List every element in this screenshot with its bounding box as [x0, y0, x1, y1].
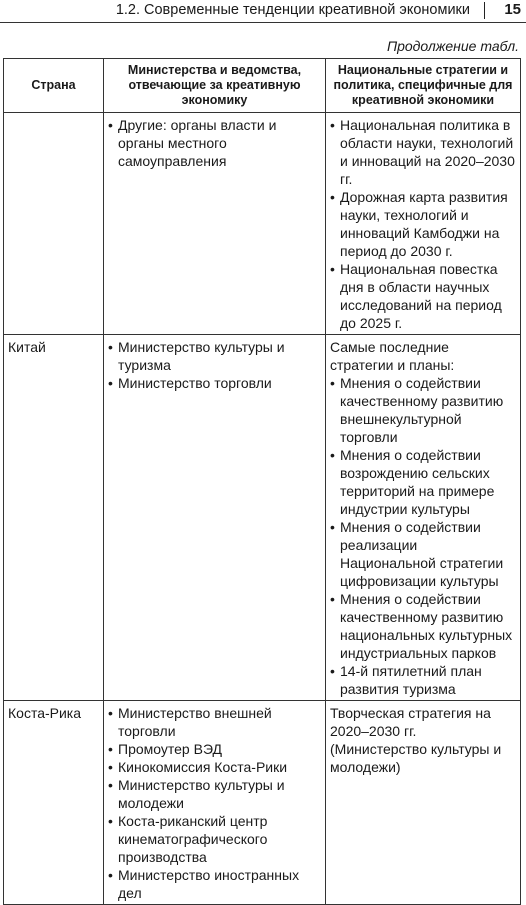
strategies-cell [326, 335, 521, 701]
list-item: • Мнения о содействии качественному развитию национальных культурных индустриальных парков [330, 590, 516, 662]
list-item: • Министерство внешней торговли [108, 704, 321, 740]
strategies-cell [326, 113, 521, 335]
header-rule [0, 22, 526, 23]
table-header-row [4, 59, 521, 113]
country-cell: Китай [4, 335, 104, 701]
list-item: • Мнения о содействии качественному развитию внешнекультурной торговли [330, 374, 516, 446]
list-item: • Промоутер ВЭД [108, 740, 321, 758]
list-item: • Министерство культуры и туризма [108, 338, 321, 374]
table-row [4, 335, 521, 701]
list-item: • Национальная повестка дня в области научных исследований на период до 2025 г. [330, 260, 516, 332]
list-item: • 14-й пятилетний план развития туризма [330, 662, 516, 698]
ministries-cell [104, 335, 326, 701]
table-row [4, 701, 521, 905]
strategies-cell [326, 701, 521, 905]
ministries-cell [104, 701, 326, 905]
list-item: • Мнения о содействии возрождению сельских территорий на примере индустрии культуры [330, 446, 516, 518]
column-header-ministries: Министерства и ведомства, отвечающие за креативную экономику [104, 59, 326, 113]
list-item: • Министерство культуры и молодежи [108, 776, 321, 812]
column-header-country: Страна [4, 59, 104, 113]
list-item: • Национальная политика в области науки, технологий и инноваций на 2020–2030 гг. [330, 116, 516, 188]
strategies-intro: Творческая стратегия на 2020–2030 гг. (Министерство культуры и молодежи) [330, 705, 502, 775]
list-item: • Дорожная карта развития науки, технологий и инноваций Камбоджи на период до 2030 г. [330, 188, 516, 260]
running-header [0, 0, 526, 24]
list-item: • Другие: органы власти и органы местного самоуправления [108, 116, 321, 170]
table-row [4, 113, 521, 335]
country-cell [4, 113, 104, 335]
list-item: • Министерство иностранных дел [108, 866, 321, 902]
ministries-cell [104, 113, 326, 335]
running-title: 1.2. Современные тенденции креативной экономики [115, 2, 470, 18]
column-header-strategies: Национальные стратегии и политика, специфичные для креативной экономики [326, 59, 521, 113]
list-item: • Кинокомиссия Коста-Рики [108, 758, 321, 776]
list-item: • Министерство торговли [108, 374, 321, 392]
table-continuation-note: Продолжение табл. [386, 38, 519, 54]
page-number: 15 [504, 1, 521, 18]
header-separator [484, 2, 485, 19]
country-cell: Коста-Рика [4, 701, 104, 905]
list-item: • Коста-риканский центр кинематографического производства [108, 812, 321, 866]
creative-economy-table [3, 58, 521, 905]
list-item: • Мнения о содействии реализации Национальной стратегии цифровизации культуры [330, 518, 516, 590]
strategies-intro: Самые последние стратегии и планы: [330, 339, 455, 373]
